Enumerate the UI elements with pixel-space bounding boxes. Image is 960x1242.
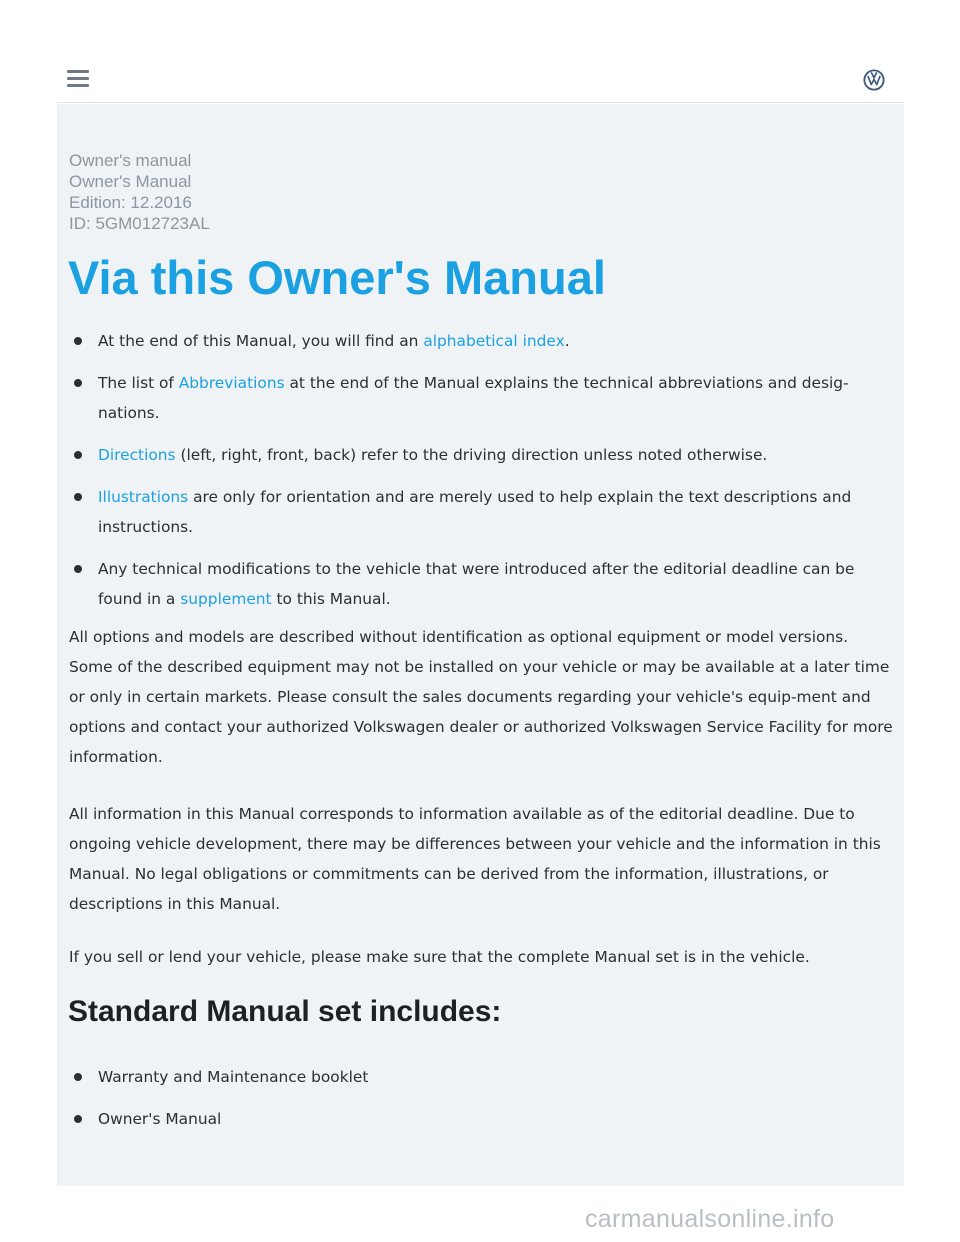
list-item-text: to this Manual.: [271, 590, 391, 608]
alphabetical-index-link[interactable]: alphabetical index: [423, 332, 565, 350]
list-item-text: (left, right, front, back) refer to the driving direction unless noted otherwise.: [175, 446, 768, 464]
page-title: Via this Owner's Manual: [68, 251, 606, 304]
illustrations-link[interactable]: Illustrations: [98, 488, 189, 506]
list-item-text: are only for orientation and are merely used to help explain the text descriptions and instructions.: [98, 488, 852, 536]
list-item: [57, 554, 897, 614]
section-heading: Standard Manual set includes:: [68, 995, 502, 1028]
list-item: Warranty and Maintenance booklet: [57, 1062, 897, 1092]
document-meta: [69, 150, 210, 234]
list-item-text: at the end of the Manual explains the technical abbreviations and desig-nations.: [98, 374, 849, 422]
information-paragraph: All information in this Manual corresponds to information available as of the editorial deadline. Due to ongoing vehicle development, there may be differences between your vehicle and the information in this Manual. No legal obligations or commitments can be derived from the information, illustrations, or descriptions in this Manual.: [69, 805, 881, 913]
list-item-text: At the end of this Manual, you will find an: [98, 332, 424, 350]
meta-edition: Edition: 12.2016: [69, 193, 192, 212]
supplement-link[interactable]: supplement: [180, 590, 272, 608]
abbreviations-link[interactable]: Abbreviations: [178, 374, 285, 392]
manual-set-list: [57, 1062, 897, 1146]
vw-logo-icon[interactable]: [863, 69, 885, 91]
options-paragraph: All options and models are described without identification as optional equipment or model versions. Some of the described equipment may not be installed on your vehicle or may be available at a later time or only in certain markets. Please consult the sales documents regarding your vehicle's equip-ment and options and contact your authorized Volkswagen dealer or authorized Volkswagen Service Facility for more information.: [69, 628, 893, 766]
hamburger-menu-icon[interactable]: [67, 70, 89, 88]
meta-line: Owner's manual: [69, 151, 192, 170]
sell-lend-paragraph: If you sell or lend your vehicle, please make sure that the complete Manual set is in the vehicle.: [69, 948, 810, 966]
list-item-text: .: [564, 332, 570, 350]
list-item: [57, 368, 897, 428]
directions-link[interactable]: Directions: [98, 446, 176, 464]
info-list: [57, 326, 897, 626]
content-panel: [57, 104, 904, 1186]
list-item-text: The list of: [98, 374, 179, 392]
watermark: carmanualsonline.info: [585, 1205, 835, 1233]
list-item: [57, 440, 897, 470]
top-bar: [57, 52, 904, 103]
list-item: [57, 482, 897, 542]
list-item-text: Any technical modifications to the vehicle that were introduced after the editorial deadline can be found in a: [98, 560, 855, 608]
list-item: [57, 326, 897, 356]
meta-line: Owner's Manual: [69, 172, 192, 191]
meta-id: ID: 5GM012723AL: [69, 214, 210, 233]
list-item: Owner's Manual: [57, 1104, 897, 1134]
